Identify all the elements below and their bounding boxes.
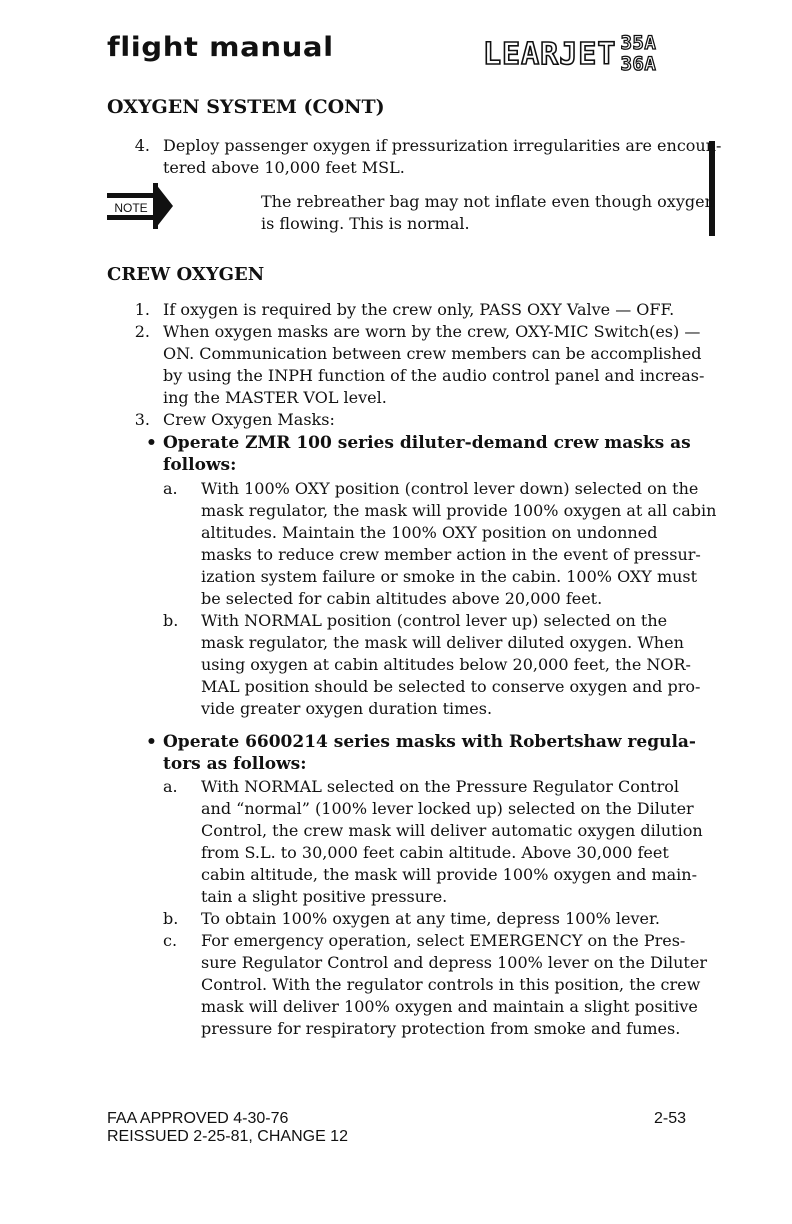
note-label: NOTE <box>114 201 148 215</box>
sub-item-line: sure Regulator Control and depress 100% lever on the Diluter <box>201 953 707 972</box>
sub-item-line: be selected for cabin altitudes above 20,000 feet. <box>201 589 603 608</box>
note-line: The rebreather bag may not inflate even though oxygen <box>261 192 715 211</box>
sub-item-line: With NORMAL position (control lever up) selected on the <box>201 611 668 630</box>
logo-text: LEARJET <box>483 36 617 72</box>
sub-item-zmr-a <box>201 478 717 610</box>
bullet-heading-line: follows: <box>163 455 237 475</box>
note-line: is flowing. This is normal. <box>261 214 470 233</box>
step-text-line: tered above 10,000 feet MSL. <box>163 158 405 177</box>
step-number: 1. <box>134 300 150 319</box>
sub-item-line: Control, the crew mask will deliver automatic oxygen dilution <box>201 821 703 840</box>
sub-item-zmr-b <box>201 610 701 720</box>
sub-item-line: cabin altitude, the mask will provide 100% oxygen and main- <box>201 865 698 884</box>
sub-label: a. <box>163 479 178 498</box>
sub-label: b. <box>163 611 179 630</box>
step-text-line: ing the MASTER VOL level. <box>163 388 387 407</box>
section-title-oxygen-system: OXYGEN SYSTEM (CONT) <box>107 96 385 118</box>
step-text-line: Crew Oxygen Masks: <box>163 410 335 429</box>
sub-item-line: mask will deliver 100% oxygen and maintain a slight positive <box>201 997 698 1016</box>
note-text <box>261 191 715 235</box>
sub-label: c. <box>163 931 178 950</box>
sub-item-line: With 100% OXY position (control lever down) selected on the <box>201 479 699 498</box>
step-text-line: When oxygen masks are worn by the crew, OXY-MIC Switch(es) — <box>163 322 701 341</box>
sub-label: a. <box>163 777 178 796</box>
sub-item-rob-a <box>201 776 703 908</box>
page-number: 2-53 <box>654 1110 687 1127</box>
note-icon <box>105 180 175 232</box>
sub-item-line: mask regulator, the mask will deliver diluted oxygen. When <box>201 633 684 652</box>
learjet-logo <box>483 28 656 80</box>
sub-label: b. <box>163 909 179 928</box>
bullet-heading-line: Operate ZMR 100 series diluter-demand crew masks as <box>163 433 691 453</box>
step-text-line: ON. Communication between crew members can be accomplished <box>163 344 702 363</box>
sub-item-line: tain a slight positive pressure. <box>201 887 448 906</box>
step-number: 4. <box>134 136 150 155</box>
bullet-dot: • <box>146 732 157 752</box>
logo-model-2: 36A <box>620 53 657 75</box>
footer-approval <box>107 1110 348 1146</box>
bullet-dot: • <box>146 433 157 453</box>
logo-model-1: 35A <box>620 32 657 54</box>
sub-item-line: vide greater oxygen duration times. <box>201 699 493 718</box>
bullet-heading-line: Operate 6600214 series masks with Robertshaw regula- <box>163 732 696 752</box>
sub-item-rob-c <box>201 930 707 1040</box>
footer-approved: FAA APPROVED 4-30-76 <box>107 1110 289 1127</box>
sub-item-line: Control. With the regulator controls in this position, the crew <box>201 975 701 994</box>
step-text-line: Deploy passenger oxygen if pressurization irregularities are encoun- <box>163 136 722 155</box>
sub-item-line: and “normal” (100% lever locked up) selected on the Diluter <box>201 799 694 818</box>
sub-item-line: ization system failure or smoke in the cabin. 100% OXY must <box>201 567 698 586</box>
footer-reissued: REISSUED 2-25-81, CHANGE 12 <box>107 1128 348 1145</box>
step-number: 3. <box>134 410 150 429</box>
sub-item-line: masks to reduce crew member action in the event of pressur- <box>201 545 701 564</box>
sub-item-line: MAL position should be selected to conserve oxygen and pro- <box>201 677 701 696</box>
sub-item-line: mask regulator, the mask will provide 100% oxygen at all cabin <box>201 501 717 520</box>
section-title-crew-oxygen: CREW OXYGEN <box>107 264 265 285</box>
bullet-heading-line: tors as follows: <box>163 754 307 774</box>
sub-item-line: With NORMAL selected on the Pressure Regulator Control <box>201 777 680 796</box>
sub-item-line: For emergency operation, select EMERGENCY on the Pres- <box>201 931 686 950</box>
step-number: 2. <box>134 322 150 341</box>
step-text-line: by using the INPH function of the audio control panel and increas- <box>163 366 705 385</box>
sub-item-rob-b: To obtain 100% oxygen at any time, depress 100% lever. <box>201 909 660 928</box>
sub-item-line: from S.L. to 30,000 feet cabin altitude. Above 30,000 feet <box>201 843 669 862</box>
crew-oxygen-steps <box>0 299 792 1099</box>
manual-title: flight manual <box>107 32 334 63</box>
sub-item-line: using oxygen at cabin altitudes below 20,000 feet, the NOR- <box>201 655 691 674</box>
sub-item-line: pressure for respiratory protection from smoke and fumes. <box>201 1019 681 1038</box>
logo-models <box>620 33 656 75</box>
step-text-line: If oxygen is required by the crew only, PASS OXY Valve — OFF. <box>163 300 675 319</box>
sub-item-line: altitudes. Maintain the 100% OXY position on undonned <box>201 523 658 542</box>
